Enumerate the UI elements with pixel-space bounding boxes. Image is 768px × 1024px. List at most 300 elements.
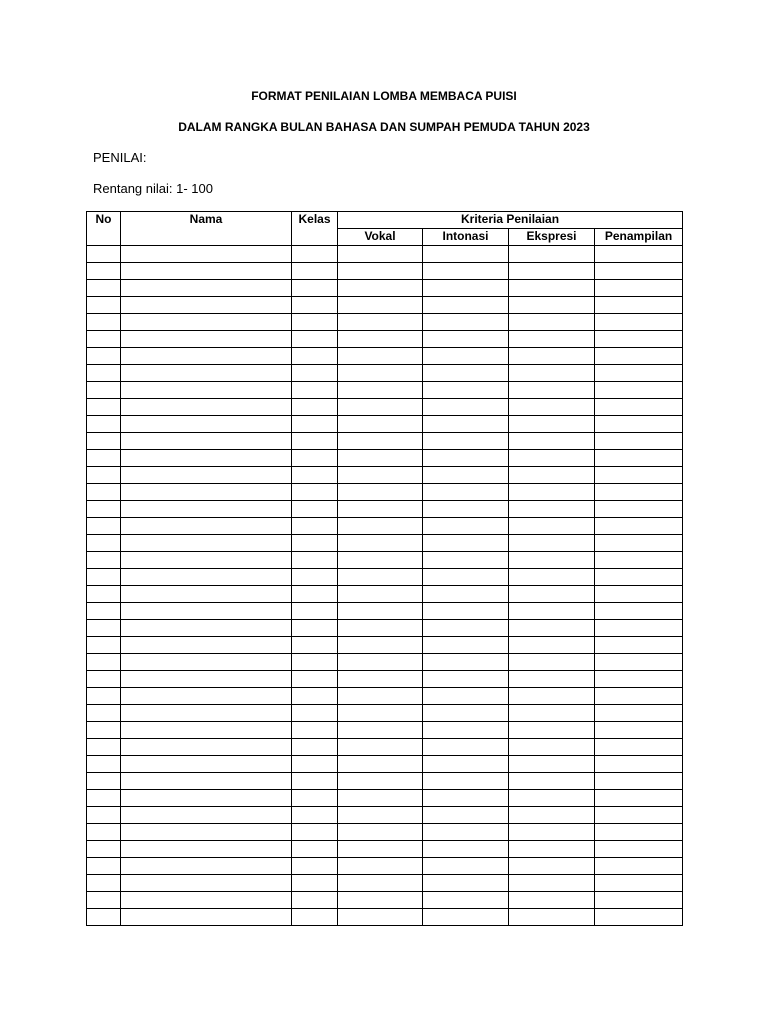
cell-intonasi[interactable] <box>423 416 509 433</box>
cell-vokal[interactable] <box>338 365 423 382</box>
cell-intonasi[interactable] <box>423 603 509 620</box>
cell-intonasi[interactable] <box>423 297 509 314</box>
cell-intonasi[interactable] <box>423 450 509 467</box>
cell-nama[interactable] <box>121 535 292 552</box>
cell-no[interactable] <box>87 756 121 773</box>
cell-intonasi[interactable] <box>423 263 509 280</box>
table-row <box>87 501 683 518</box>
header-penampilan: Penampilan <box>595 229 683 246</box>
cell-kelas[interactable] <box>292 297 338 314</box>
cell-kelas[interactable] <box>292 382 338 399</box>
cell-no[interactable] <box>87 365 121 382</box>
cell-kelas[interactable] <box>292 875 338 892</box>
cell-vokal[interactable] <box>338 263 423 280</box>
cell-vokal[interactable] <box>338 807 423 824</box>
cell-intonasi[interactable] <box>423 722 509 739</box>
cell-penampilan[interactable] <box>595 688 683 705</box>
cell-nama[interactable] <box>121 263 292 280</box>
cell-nama[interactable] <box>121 841 292 858</box>
cell-intonasi[interactable] <box>423 654 509 671</box>
cell-vokal[interactable] <box>338 518 423 535</box>
cell-nama[interactable] <box>121 722 292 739</box>
cell-no[interactable] <box>87 246 121 263</box>
cell-no[interactable] <box>87 603 121 620</box>
cell-kelas[interactable] <box>292 858 338 875</box>
penilai-label: PENILAI: <box>93 150 147 165</box>
cell-kelas[interactable] <box>292 518 338 535</box>
cell-intonasi[interactable] <box>423 892 509 909</box>
cell-vokal[interactable] <box>338 722 423 739</box>
cell-intonasi[interactable] <box>423 841 509 858</box>
cell-kelas[interactable] <box>292 773 338 790</box>
cell-intonasi[interactable] <box>423 909 509 926</box>
cell-nama[interactable] <box>121 773 292 790</box>
cell-vokal[interactable] <box>338 501 423 518</box>
cell-penampilan[interactable] <box>595 637 683 654</box>
cell-no[interactable] <box>87 705 121 722</box>
cell-ekspresi[interactable] <box>509 280 595 297</box>
cell-kelas[interactable] <box>292 314 338 331</box>
cell-penampilan[interactable] <box>595 246 683 263</box>
cell-vokal[interactable] <box>338 875 423 892</box>
cell-penampilan[interactable] <box>595 297 683 314</box>
cell-intonasi[interactable] <box>423 790 509 807</box>
cell-penampilan[interactable] <box>595 841 683 858</box>
header-kelas: Kelas <box>292 212 338 246</box>
cell-nama[interactable] <box>121 382 292 399</box>
cell-nama[interactable] <box>121 297 292 314</box>
cell-kelas[interactable] <box>292 263 338 280</box>
cell-kelas[interactable] <box>292 365 338 382</box>
cell-ekspresi[interactable] <box>509 365 595 382</box>
cell-no[interactable] <box>87 416 121 433</box>
cell-ekspresi[interactable] <box>509 773 595 790</box>
cell-vokal[interactable] <box>338 535 423 552</box>
cell-kelas[interactable] <box>292 586 338 603</box>
table-row <box>87 739 683 756</box>
cell-no[interactable] <box>87 807 121 824</box>
cell-nama[interactable] <box>121 790 292 807</box>
cell-penampilan[interactable] <box>595 314 683 331</box>
cell-nama[interactable] <box>121 824 292 841</box>
cell-kelas[interactable] <box>292 620 338 637</box>
header-no: No <box>87 212 121 246</box>
cell-kelas[interactable] <box>292 637 338 654</box>
cell-penampilan[interactable] <box>595 620 683 637</box>
cell-penampilan[interactable] <box>595 518 683 535</box>
cell-nama[interactable] <box>121 552 292 569</box>
cell-vokal[interactable] <box>338 399 423 416</box>
cell-penampilan[interactable] <box>595 909 683 926</box>
cell-nama[interactable] <box>121 433 292 450</box>
cell-no[interactable] <box>87 671 121 688</box>
cell-vokal[interactable] <box>338 637 423 654</box>
cell-penampilan[interactable] <box>595 535 683 552</box>
cell-vokal[interactable] <box>338 773 423 790</box>
cell-kelas[interactable] <box>292 535 338 552</box>
cell-no[interactable] <box>87 518 121 535</box>
cell-no[interactable] <box>87 858 121 875</box>
cell-nama[interactable] <box>121 705 292 722</box>
cell-ekspresi[interactable] <box>509 348 595 365</box>
cell-vokal[interactable] <box>338 790 423 807</box>
cell-intonasi[interactable] <box>423 824 509 841</box>
cell-nama[interactable] <box>121 484 292 501</box>
cell-intonasi[interactable] <box>423 518 509 535</box>
cell-vokal[interactable] <box>338 450 423 467</box>
cell-ekspresi[interactable] <box>509 807 595 824</box>
cell-ekspresi[interactable] <box>509 654 595 671</box>
cell-nama[interactable] <box>121 603 292 620</box>
table-row <box>87 433 683 450</box>
cell-intonasi[interactable] <box>423 807 509 824</box>
cell-vokal[interactable] <box>338 280 423 297</box>
cell-ekspresi[interactable] <box>509 688 595 705</box>
cell-nama[interactable] <box>121 246 292 263</box>
cell-kelas[interactable] <box>292 909 338 926</box>
cell-penampilan[interactable] <box>595 603 683 620</box>
cell-intonasi[interactable] <box>423 586 509 603</box>
cell-ekspresi[interactable] <box>509 722 595 739</box>
cell-kelas[interactable] <box>292 722 338 739</box>
header-intonasi: Intonasi <box>423 229 509 246</box>
cell-no[interactable] <box>87 739 121 756</box>
cell-kelas[interactable] <box>292 348 338 365</box>
cell-vokal[interactable] <box>338 654 423 671</box>
cell-ekspresi[interactable] <box>509 909 595 926</box>
cell-intonasi[interactable] <box>423 246 509 263</box>
cell-nama[interactable] <box>121 467 292 484</box>
cell-no[interactable] <box>87 790 121 807</box>
cell-vokal[interactable] <box>338 416 423 433</box>
cell-penampilan[interactable] <box>595 705 683 722</box>
cell-penampilan[interactable] <box>595 824 683 841</box>
cell-kelas[interactable] <box>292 433 338 450</box>
cell-intonasi[interactable] <box>423 858 509 875</box>
cell-vokal[interactable] <box>338 892 423 909</box>
table-row <box>87 756 683 773</box>
cell-no[interactable] <box>87 586 121 603</box>
cell-no[interactable] <box>87 399 121 416</box>
cell-nama[interactable] <box>121 671 292 688</box>
cell-ekspresi[interactable] <box>509 246 595 263</box>
cell-intonasi[interactable] <box>423 535 509 552</box>
cell-vokal[interactable] <box>338 382 423 399</box>
cell-intonasi[interactable] <box>423 688 509 705</box>
cell-penampilan[interactable] <box>595 365 683 382</box>
cell-vokal[interactable] <box>338 620 423 637</box>
cell-kelas[interactable] <box>292 450 338 467</box>
cell-nama[interactable] <box>121 314 292 331</box>
cell-vokal[interactable] <box>338 756 423 773</box>
cell-intonasi[interactable] <box>423 739 509 756</box>
cell-ekspresi[interactable] <box>509 484 595 501</box>
cell-no[interactable] <box>87 892 121 909</box>
cell-intonasi[interactable] <box>423 705 509 722</box>
cell-nama[interactable] <box>121 518 292 535</box>
cell-nama[interactable] <box>121 450 292 467</box>
cell-no[interactable] <box>87 637 121 654</box>
table-row <box>87 552 683 569</box>
cell-penampilan[interactable] <box>595 399 683 416</box>
cell-vokal[interactable] <box>338 331 423 348</box>
cell-intonasi[interactable] <box>423 773 509 790</box>
cell-ekspresi[interactable] <box>509 331 595 348</box>
cell-no[interactable] <box>87 382 121 399</box>
cell-no[interactable] <box>87 314 121 331</box>
cell-penampilan[interactable] <box>595 280 683 297</box>
cell-intonasi[interactable] <box>423 331 509 348</box>
cell-intonasi[interactable] <box>423 314 509 331</box>
cell-intonasi[interactable] <box>423 467 509 484</box>
cell-vokal[interactable] <box>338 824 423 841</box>
cell-no[interactable] <box>87 841 121 858</box>
cell-ekspresi[interactable] <box>509 586 595 603</box>
cell-penampilan[interactable] <box>595 875 683 892</box>
cell-kelas[interactable] <box>292 467 338 484</box>
cell-nama[interactable] <box>121 331 292 348</box>
cell-penampilan[interactable] <box>595 756 683 773</box>
cell-kelas[interactable] <box>292 501 338 518</box>
cell-no[interactable] <box>87 348 121 365</box>
cell-ekspresi[interactable] <box>509 841 595 858</box>
cell-ekspresi[interactable] <box>509 518 595 535</box>
table-row <box>87 518 683 535</box>
cell-no[interactable] <box>87 773 121 790</box>
cell-intonasi[interactable] <box>423 756 509 773</box>
cell-kelas[interactable] <box>292 603 338 620</box>
cell-intonasi[interactable] <box>423 501 509 518</box>
cell-nama[interactable] <box>121 688 292 705</box>
cell-nama[interactable] <box>121 756 292 773</box>
cell-kelas[interactable] <box>292 484 338 501</box>
cell-kelas[interactable] <box>292 807 338 824</box>
cell-kelas[interactable] <box>292 790 338 807</box>
cell-penampilan[interactable] <box>595 501 683 518</box>
cell-vokal[interactable] <box>338 586 423 603</box>
cell-no[interactable] <box>87 620 121 637</box>
cell-penampilan[interactable] <box>595 416 683 433</box>
cell-vokal[interactable] <box>338 688 423 705</box>
cell-penampilan[interactable] <box>595 382 683 399</box>
cell-penampilan[interactable] <box>595 892 683 909</box>
cell-intonasi[interactable] <box>423 365 509 382</box>
cell-nama[interactable] <box>121 858 292 875</box>
cell-no[interactable] <box>87 569 121 586</box>
cell-intonasi[interactable] <box>423 433 509 450</box>
cell-ekspresi[interactable] <box>509 314 595 331</box>
assessment-table <box>86 211 683 926</box>
cell-nama[interactable] <box>121 569 292 586</box>
cell-nama[interactable] <box>121 909 292 926</box>
cell-ekspresi[interactable] <box>509 263 595 280</box>
cell-ekspresi[interactable] <box>509 875 595 892</box>
cell-no[interactable] <box>87 263 121 280</box>
cell-vokal[interactable] <box>338 467 423 484</box>
cell-nama[interactable] <box>121 586 292 603</box>
table-row <box>87 365 683 382</box>
cell-penampilan[interactable] <box>595 807 683 824</box>
cell-intonasi[interactable] <box>423 484 509 501</box>
cell-nama[interactable] <box>121 654 292 671</box>
cell-ekspresi[interactable] <box>509 756 595 773</box>
cell-no[interactable] <box>87 331 121 348</box>
cell-ekspresi[interactable] <box>509 535 595 552</box>
cell-no[interactable] <box>87 875 121 892</box>
cell-vokal[interactable] <box>338 348 423 365</box>
cell-no[interactable] <box>87 909 121 926</box>
cell-kelas[interactable] <box>292 671 338 688</box>
cell-ekspresi[interactable] <box>509 739 595 756</box>
cell-vokal[interactable] <box>338 858 423 875</box>
cell-vokal[interactable] <box>338 246 423 263</box>
cell-ekspresi[interactable] <box>509 382 595 399</box>
cell-vokal[interactable] <box>338 297 423 314</box>
cell-intonasi[interactable] <box>423 875 509 892</box>
cell-no[interactable] <box>87 484 121 501</box>
cell-intonasi[interactable] <box>423 552 509 569</box>
cell-kelas[interactable] <box>292 705 338 722</box>
table-row <box>87 858 683 875</box>
cell-no[interactable] <box>87 450 121 467</box>
cell-penampilan[interactable] <box>595 586 683 603</box>
cell-no[interactable] <box>87 654 121 671</box>
cell-penampilan[interactable] <box>595 484 683 501</box>
cell-nama[interactable] <box>121 416 292 433</box>
cell-vokal[interactable] <box>338 603 423 620</box>
cell-ekspresi[interactable] <box>509 501 595 518</box>
cell-nama[interactable] <box>121 280 292 297</box>
cell-vokal[interactable] <box>338 841 423 858</box>
cell-no[interactable] <box>87 433 121 450</box>
cell-penampilan[interactable] <box>595 722 683 739</box>
cell-no[interactable] <box>87 501 121 518</box>
cell-vokal[interactable] <box>338 705 423 722</box>
cell-penampilan[interactable] <box>595 348 683 365</box>
cell-kelas[interactable] <box>292 569 338 586</box>
cell-no[interactable] <box>87 824 121 841</box>
cell-kelas[interactable] <box>292 688 338 705</box>
cell-ekspresi[interactable] <box>509 569 595 586</box>
cell-penampilan[interactable] <box>595 569 683 586</box>
cell-ekspresi[interactable] <box>509 552 595 569</box>
cell-penampilan[interactable] <box>595 790 683 807</box>
cell-no[interactable] <box>87 535 121 552</box>
cell-ekspresi[interactable] <box>509 433 595 450</box>
cell-penampilan[interactable] <box>595 433 683 450</box>
table-row <box>87 688 683 705</box>
cell-vokal[interactable] <box>338 314 423 331</box>
cell-penampilan[interactable] <box>595 773 683 790</box>
cell-vokal[interactable] <box>338 909 423 926</box>
cell-no[interactable] <box>87 280 121 297</box>
table-row <box>87 705 683 722</box>
cell-kelas[interactable] <box>292 841 338 858</box>
cell-nama[interactable] <box>121 807 292 824</box>
cell-penampilan[interactable] <box>595 654 683 671</box>
cell-intonasi[interactable] <box>423 280 509 297</box>
cell-vokal[interactable] <box>338 552 423 569</box>
cell-ekspresi[interactable] <box>509 858 595 875</box>
cell-no[interactable] <box>87 722 121 739</box>
cell-nama[interactable] <box>121 892 292 909</box>
cell-ekspresi[interactable] <box>509 297 595 314</box>
cell-ekspresi[interactable] <box>509 705 595 722</box>
cell-kelas[interactable] <box>292 552 338 569</box>
cell-kelas[interactable] <box>292 892 338 909</box>
cell-intonasi[interactable] <box>423 569 509 586</box>
cell-nama[interactable] <box>121 875 292 892</box>
cell-penampilan[interactable] <box>595 739 683 756</box>
cell-nama[interactable] <box>121 501 292 518</box>
cell-nama[interactable] <box>121 365 292 382</box>
cell-vokal[interactable] <box>338 569 423 586</box>
cell-ekspresi[interactable] <box>509 620 595 637</box>
cell-nama[interactable] <box>121 739 292 756</box>
cell-nama[interactable] <box>121 399 292 416</box>
cell-vokal[interactable] <box>338 671 423 688</box>
cell-vokal[interactable] <box>338 484 423 501</box>
cell-no[interactable] <box>87 297 121 314</box>
cell-intonasi[interactable] <box>423 399 509 416</box>
cell-ekspresi[interactable] <box>509 467 595 484</box>
cell-ekspresi[interactable] <box>509 450 595 467</box>
table-row <box>87 807 683 824</box>
cell-ekspresi[interactable] <box>509 824 595 841</box>
cell-intonasi[interactable] <box>423 348 509 365</box>
cell-penampilan[interactable] <box>595 467 683 484</box>
cell-kelas[interactable] <box>292 399 338 416</box>
cell-ekspresi[interactable] <box>509 892 595 909</box>
cell-no[interactable] <box>87 552 121 569</box>
table-row <box>87 671 683 688</box>
cell-vokal[interactable] <box>338 739 423 756</box>
cell-kelas[interactable] <box>292 416 338 433</box>
cell-kelas[interactable] <box>292 739 338 756</box>
cell-kelas[interactable] <box>292 246 338 263</box>
cell-intonasi[interactable] <box>423 382 509 399</box>
cell-penampilan[interactable] <box>595 671 683 688</box>
cell-penampilan[interactable] <box>595 552 683 569</box>
cell-ekspresi[interactable] <box>509 603 595 620</box>
cell-kelas[interactable] <box>292 824 338 841</box>
cell-penampilan[interactable] <box>595 450 683 467</box>
cell-penampilan[interactable] <box>595 331 683 348</box>
cell-kelas[interactable] <box>292 756 338 773</box>
cell-vokal[interactable] <box>338 433 423 450</box>
cell-penampilan[interactable] <box>595 858 683 875</box>
table-row <box>87 569 683 586</box>
cell-intonasi[interactable] <box>423 620 509 637</box>
cell-kelas[interactable] <box>292 331 338 348</box>
cell-intonasi[interactable] <box>423 637 509 654</box>
cell-nama[interactable] <box>121 620 292 637</box>
cell-ekspresi[interactable] <box>509 416 595 433</box>
cell-ekspresi[interactable] <box>509 671 595 688</box>
cell-ekspresi[interactable] <box>509 399 595 416</box>
cell-ekspresi[interactable] <box>509 637 595 654</box>
table-row <box>87 603 683 620</box>
cell-penampilan[interactable] <box>595 263 683 280</box>
cell-no[interactable] <box>87 688 121 705</box>
cell-nama[interactable] <box>121 348 292 365</box>
cell-kelas[interactable] <box>292 654 338 671</box>
cell-ekspresi[interactable] <box>509 790 595 807</box>
cell-no[interactable] <box>87 467 121 484</box>
cell-intonasi[interactable] <box>423 671 509 688</box>
cell-kelas[interactable] <box>292 280 338 297</box>
cell-nama[interactable] <box>121 637 292 654</box>
